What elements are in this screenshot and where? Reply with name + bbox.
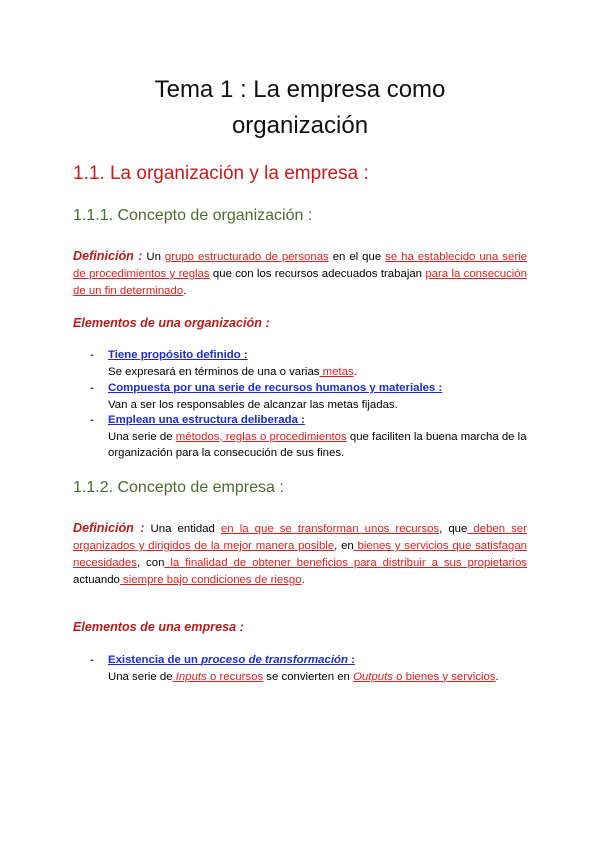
text: Una entidad xyxy=(144,523,221,535)
bullet-dash: - xyxy=(90,382,94,394)
text: . xyxy=(301,574,305,586)
highlight-text: métodos, reglas o procedimientos xyxy=(175,430,347,443)
document-title xyxy=(0,72,600,144)
text: que faciliten la buena marcha de la organización para la consecución de sus fines. xyxy=(108,430,527,459)
text: , con xyxy=(136,557,165,569)
text: en el que xyxy=(328,251,386,263)
text: que con los recursos adecuados trabajan xyxy=(209,268,426,280)
bullet-dash: - xyxy=(90,654,94,666)
definition-organizacion xyxy=(73,248,527,300)
highlight-text: deben ser organizados y dirigidos de la mejor manera posible xyxy=(73,523,527,552)
text: . xyxy=(495,670,499,683)
text: se convierten en xyxy=(263,670,354,683)
list-item xyxy=(90,380,528,413)
highlight-text: o recursos xyxy=(206,670,264,683)
text: Un xyxy=(142,251,165,263)
text: Existencia de un xyxy=(108,654,202,666)
list-item xyxy=(90,412,528,462)
title-line-2: organización xyxy=(231,112,369,139)
subsection-heading-empresa: 1.1.2. Concepto de empresa : xyxy=(73,479,284,496)
elements-organizacion-title: Elementos de una organización : xyxy=(73,316,270,330)
highlight-text: la finalidad de obtener beneficios para distribuir a sus propietarios xyxy=(164,557,527,569)
text: actuando xyxy=(73,574,120,586)
highlight-text: Inputs xyxy=(172,670,207,683)
highlight-text: Outputs xyxy=(353,670,393,683)
bullet-dash: - xyxy=(90,349,94,361)
list-item-heading: Emplean una estructura deliberada : xyxy=(108,414,305,426)
definition-empresa xyxy=(73,520,527,589)
text: proceso de transformación xyxy=(201,654,348,666)
text: Se expresará en términos de una o varias xyxy=(108,365,320,378)
title-line-1: Tema 1 : La empresa como xyxy=(154,76,446,103)
elements-empresa-title: Elementos de una empresa : xyxy=(73,620,244,634)
text: Van a ser los responsables de alcanzar las metas fijadas. xyxy=(108,398,398,411)
subsection-heading-organizacion: 1.1.1. Concepto de organización : xyxy=(73,207,313,224)
highlight-text: para la consecución de un fin determinado xyxy=(73,268,527,297)
list-item xyxy=(90,652,528,685)
definition-label: Definición : xyxy=(73,249,143,263)
section-heading: 1.1. La organización y la empresa : xyxy=(73,163,369,184)
list-item-heading: Tiene propósito definido : xyxy=(108,349,248,361)
highlight-text: grupo estructurado de personas xyxy=(164,251,329,263)
list-item xyxy=(90,347,528,380)
text: Una serie de xyxy=(108,430,176,443)
highlight-text: o bienes y servicios xyxy=(392,670,496,683)
bullet-dash: - xyxy=(90,414,94,426)
highlight-text: en la que se transforman unos recursos xyxy=(220,523,440,535)
definition-label: Definición : xyxy=(73,521,145,535)
text: . xyxy=(183,285,187,297)
text: . xyxy=(353,365,357,378)
text: , en xyxy=(334,540,354,552)
text: , que xyxy=(439,523,468,535)
highlight-text: metas xyxy=(319,365,354,378)
highlight-text: siempre bajo condiciones de riesgo xyxy=(119,574,302,586)
list-item-heading xyxy=(108,654,355,666)
text: : xyxy=(347,654,355,666)
highlight-text: bienes y servicios que satisfagan necesidades xyxy=(73,540,528,569)
highlight-text: se ha establecido una serie de procedimientos y reglas xyxy=(73,251,527,280)
text: Una serie de xyxy=(108,670,173,683)
list-item-heading: Compuesta por una serie de recursos humanos y materiales : xyxy=(108,382,443,394)
